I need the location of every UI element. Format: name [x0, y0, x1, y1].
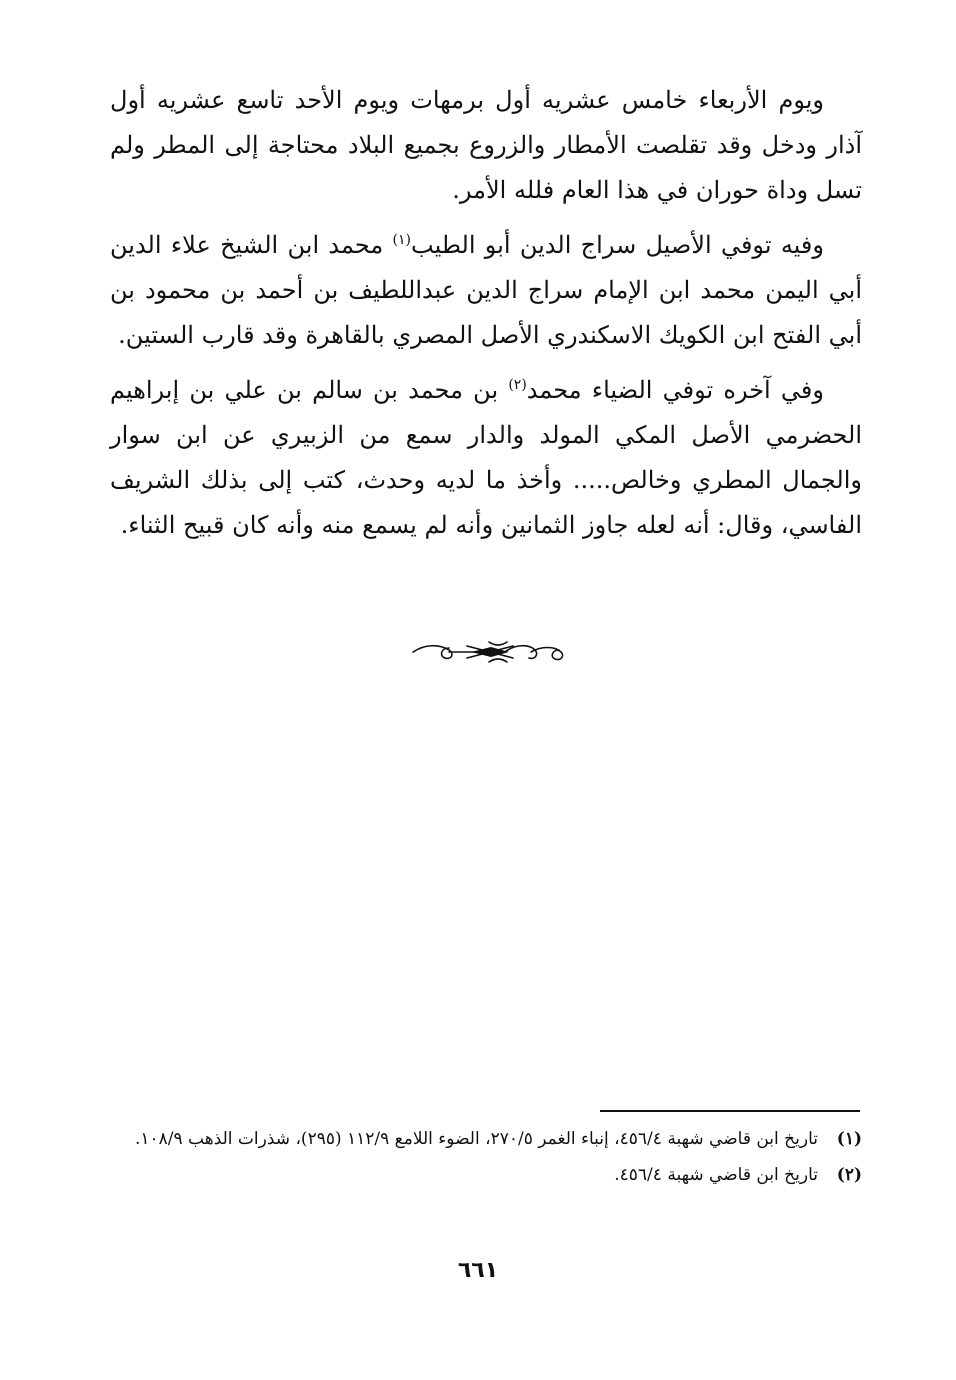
paragraph-3-text-before: وفي آخره توفي الضياء محمد [526, 376, 824, 404]
footnote-1-text: تاريخ ابن قاضي شهبة ٤٥٦/٤، إنباء الغمر ٢٧٠/٥، الضوء اللامع ١١٢/٩ (٢٩٥)، شذرات الذهب ١٠٨/٩. [134, 1129, 818, 1149]
paragraph-2-text-before: وفيه توفي الأصيل سراج الدين أبو الطيب [411, 231, 824, 259]
footnote-1-number: (١) [836, 1129, 862, 1149]
paragraph-2 [110, 223, 862, 358]
main-text [110, 78, 862, 558]
paragraph-2-text-after: محمد ابن الشيخ علاء الدين أبي اليمن محمد ابن الإمام سراج الدين عبداللطيف بن أحمد بن محمود بن أبي الفتح ابن الكويك الاسكندري الأصل المصري بالقاهرة وقد قارب الستين. [110, 231, 862, 349]
footnote-1 [110, 1124, 862, 1154]
footnote-2-text: تاريخ ابن قاضي شهبة ٤٥٦/٤. [614, 1165, 818, 1185]
footnote-marker-2[interactable]: (٢) [508, 377, 527, 393]
section-ornament-icon [405, 636, 575, 668]
footnote-marker-1[interactable]: (١) [392, 232, 412, 248]
footnote-separator [600, 1110, 860, 1112]
footnotes [110, 1124, 862, 1196]
paragraph-3 [110, 368, 862, 548]
paragraph-1 [110, 78, 862, 213]
footnote-2 [110, 1160, 862, 1190]
paragraph-3-text-after: بن محمد بن سالم بن علي بن إبراهيم الحضرمي الأصل المكي المولد والدار سمع من الزبيري عن ابن سوار والجمال المطري وخالص..... وأخذ ما لديه وحدث، كتب إلى بذلك الشريف الفاسي، وقال: أنه لعله جاوز الثمانين وأنه لم يسمع منه وأنه كان قبيح الثناء. [110, 376, 862, 539]
paragraph-1-text: ويوم الأربعاء خامس عشريه أول برمهات ويوم الأحد تاسع عشريه أول آذار ودخل وقد تقلصت الأمطار والزروع بجميع البلاد محتاجة إلى المطر ولم تسل وداة حوران في هذا العام فلله الأمر. [110, 86, 862, 204]
page-number: ٦٦١ [457, 1258, 499, 1283]
footnote-2-number: (٢) [836, 1165, 862, 1185]
